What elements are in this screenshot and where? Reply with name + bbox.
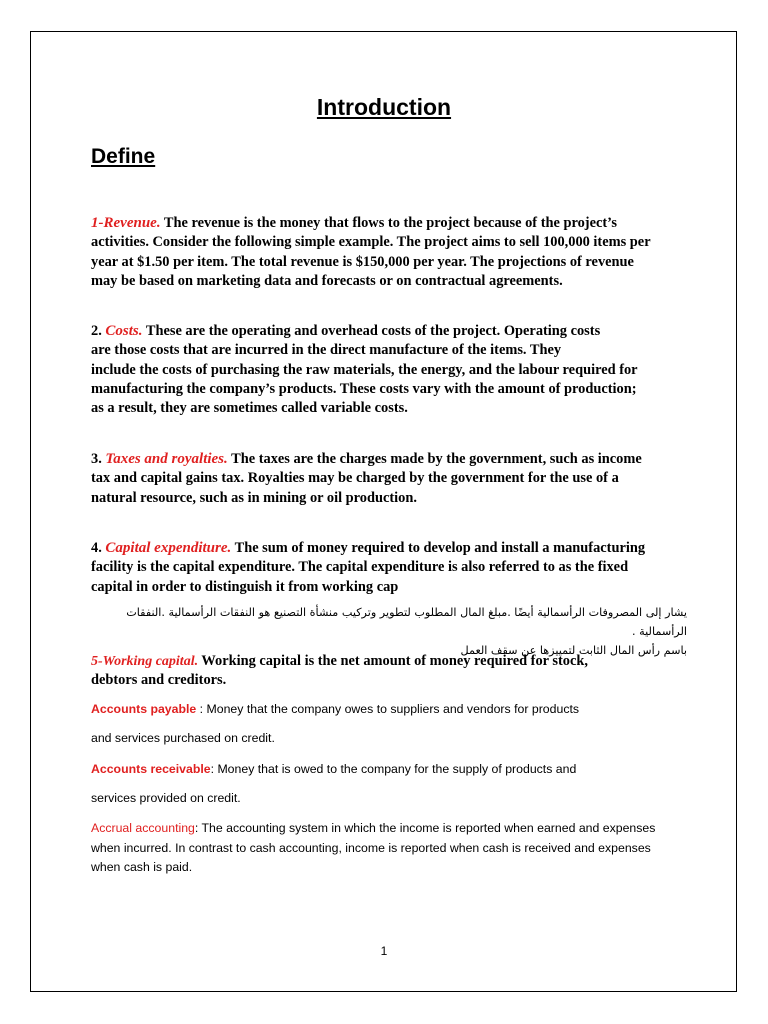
capex-term: Capital expenditure. <box>105 540 232 556</box>
accounts-receivable-line-2: services provided on credit. <box>91 791 241 805</box>
revenue-line-3: year at $1.50 per item. The total revenue is $150,000 per year. The projections of revenue <box>91 253 634 270</box>
capex-line-2: facility is the capital expenditure. The capital expenditure is also referred to as the fixed <box>91 559 629 576</box>
accrual-line-1: : The accounting system in which the income is reported when earned and expenses <box>194 821 656 835</box>
accrual-line-3: when cash is paid. <box>91 860 193 874</box>
capex-line-3: capital in order to distinguish it from working cap <box>91 578 399 595</box>
working-capital-term: 5-Working capital. <box>91 654 199 669</box>
page-number: 1 <box>380 944 388 958</box>
accrual-paragraph <box>91 819 691 878</box>
revenue-line-4: may be based on marketing data and forecasts or on contractual agreements. <box>91 272 563 289</box>
revenue-line-1: The revenue is the money that flows to the project because of the project’s <box>163 215 618 231</box>
capex-number: 4. <box>91 540 102 556</box>
page-title: Introduction <box>316 94 452 120</box>
revenue-line-2: activities. Consider the following simple example. The project aims to sell 100,000 items per <box>91 234 651 251</box>
accounts-receivable-text: : Money that is owed to the company for the supply of products and <box>210 762 577 776</box>
taxes-line-1: The taxes are the charges made by the government, such as income <box>231 451 642 467</box>
accrual-term: Accrual accounting <box>91 821 195 835</box>
revenue-paragraph <box>91 214 691 291</box>
accrual-line-2: when incurred. In contrast to cash accounting, income is reported when cash is received and expenses <box>91 840 651 855</box>
accounts-payable-term: Accounts payable <box>91 702 197 716</box>
working-capital-line-2: debtors and creditors. <box>91 672 227 689</box>
accounts-receivable-line-1 <box>91 760 691 780</box>
arabic-line-1: يشار إلى المصروفات الرأسمالية أيضًا .مبلغ المال المطلوب لتطوير وتركيب منشأة التصنيع هو النفقات الرأسمالية .النفقات الرأسمالية . <box>126 606 687 638</box>
costs-line-4: manufacturing the company’s products. These costs vary with the amount of production; <box>91 380 637 397</box>
costs-paragraph <box>91 322 691 418</box>
accounts-receivable-term: Accounts receivable <box>91 762 211 776</box>
revenue-term: 1-Revenue. <box>91 215 161 231</box>
capex-line-1: The sum of money required to develop and install a manufacturing <box>234 540 646 556</box>
taxes-term: Taxes and royalties. <box>105 451 228 467</box>
working-capital-line-1: Working capital is the net amount of money required for stock, <box>201 653 588 669</box>
costs-line-5: as a result, they are sometimes called variable costs. <box>91 400 408 417</box>
arabic-line-2: باسم رأس المال الثابت لتمييزها عن سقف العمل <box>460 644 687 657</box>
accounts-payable-line-2: and services purchased on credit. <box>91 731 275 745</box>
accounts-payable-line-1 <box>91 700 691 720</box>
costs-line-1: These are the operating and overhead costs of the project. Operating costs <box>145 323 601 339</box>
costs-line-2: are those costs that are incurred in the direct manufacture of the items. They <box>91 342 562 359</box>
costs-line-3: include the costs of purchasing the raw materials, the energy, and the labour required for <box>91 361 638 378</box>
costs-number: 2. <box>91 323 102 339</box>
section-heading-define: Define <box>91 145 156 168</box>
accounts-payable-text: : Money that the company owes to suppliers and vendors for products <box>196 702 580 716</box>
taxes-line-2: tax and capital gains tax. Royalties may be charged by the government for the use of a <box>91 470 619 487</box>
taxes-line-3: natural resource, such as in mining or oil production. <box>91 489 417 506</box>
capex-paragraph <box>91 539 691 597</box>
taxes-number: 3. <box>91 451 102 467</box>
taxes-paragraph <box>91 450 691 508</box>
working-capital-paragraph <box>91 652 691 691</box>
costs-term: Costs. <box>105 323 143 339</box>
